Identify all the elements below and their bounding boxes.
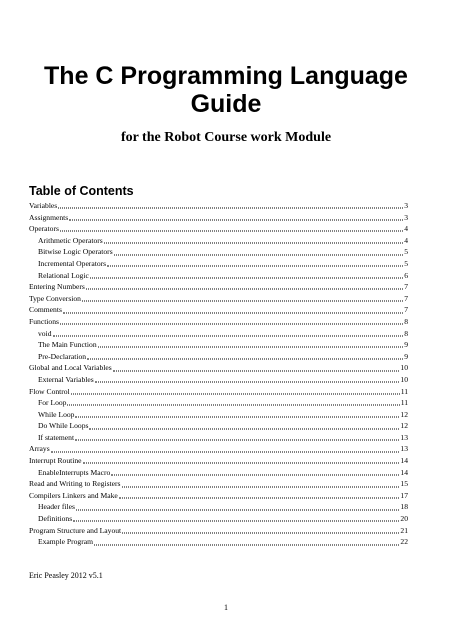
document-title [0, 62, 452, 118]
toc-leader-dots [63, 312, 403, 313]
toc-entry[interactable] [29, 235, 408, 247]
toc-entry[interactable] [29, 362, 408, 374]
toc-entry-title: While Loop [38, 409, 75, 419]
toc-leader-dots [83, 463, 400, 464]
toc-entry-page: 10 [400, 374, 408, 384]
toc-leader-dots [58, 208, 403, 209]
toc-leader-dots [111, 474, 399, 475]
toc-entry[interactable] [29, 467, 408, 479]
toc-entry[interactable] [29, 536, 408, 548]
toc-leader-dots [104, 243, 403, 244]
toc-entry-page: 7 [404, 305, 408, 315]
toc-entry-page: 3 [404, 212, 408, 222]
toc-entry-page: 18 [400, 502, 408, 512]
toc-entry-title: Comments [29, 305, 62, 315]
toc-entry-title: Functions [29, 316, 59, 326]
toc-entry-title: Assignments [29, 212, 69, 222]
toc-entry-page: 5 [404, 247, 408, 257]
toc-entry-page: 8 [404, 316, 408, 326]
toc-entry[interactable] [29, 270, 408, 282]
toc-entry[interactable] [29, 351, 408, 363]
toc-entry-page: 8 [404, 328, 408, 338]
toc-entry-title: Example Program [38, 537, 94, 547]
toc-entry-page: 4 [404, 235, 408, 245]
toc-entry-page: 10 [400, 363, 408, 373]
toc-leader-dots [75, 440, 399, 441]
toc-entry[interactable] [29, 339, 408, 351]
toc-entry-page: 17 [400, 490, 408, 500]
toc-entry[interactable] [29, 281, 408, 293]
toc-entry-title: Header files [38, 502, 75, 512]
toc-entry-title: Do While Loops [38, 421, 89, 431]
toc-leader-dots [60, 231, 403, 232]
document-subtitle: for the Robot Course work Module [120, 130, 332, 145]
toc-entry[interactable] [29, 200, 408, 212]
toc-entry[interactable] [29, 212, 408, 224]
title-line-2: Guide [190, 90, 262, 118]
toc-entry[interactable] [29, 386, 408, 398]
toc-entry-page: 7 [404, 293, 408, 303]
toc-entry-title: Pre-Declaration [38, 351, 87, 361]
toc-entry-page: 5 [404, 258, 408, 268]
toc-entry-title: Variables [29, 201, 58, 210]
toc-entry[interactable] [29, 397, 408, 409]
footer-author-version: Eric Peasley 2012 v5.1 [29, 571, 103, 580]
toc-entry[interactable] [29, 374, 408, 386]
toc-entry-page: 3 [404, 201, 408, 210]
toc-entry-title: Global and Local Variables [29, 363, 112, 373]
toc-leader-dots [94, 544, 399, 545]
toc-entry-page: 6 [404, 270, 408, 280]
toc-entry[interactable] [29, 223, 408, 235]
toc-entry-page: 13 [400, 432, 408, 442]
toc-leader-dots [60, 324, 403, 325]
toc-leader-dots [122, 532, 399, 533]
toc-leader-dots [82, 301, 403, 302]
toc-leader-dots [122, 486, 400, 487]
toc-entry-page: 21 [400, 525, 408, 535]
toc-entry-title: Program Structure and Layout [29, 525, 122, 535]
toc-entry-title: Relational Logic [38, 270, 89, 280]
toc-entry-page: 14 [400, 467, 408, 477]
title-line-1: The C Programming Language [44, 62, 408, 90]
toc-entry-page: 11 [400, 386, 408, 396]
toc-entry-title: Compilers Linkers and Make [29, 490, 118, 500]
toc-leader-dots [90, 277, 403, 278]
toc-entry[interactable] [29, 409, 408, 421]
toc-entry-page: 20 [400, 514, 408, 524]
toc-entry[interactable] [29, 501, 408, 513]
toc-entry[interactable] [29, 513, 408, 525]
toc-entry-title: EnableInterrupts Macro [38, 467, 111, 477]
toc-entry-page: 4 [404, 224, 408, 234]
toc-leader-dots [86, 289, 403, 290]
toc-entry-page: 14 [400, 456, 408, 466]
toc-entry[interactable] [29, 293, 408, 305]
page-number: 1 [224, 603, 228, 612]
toc-leader-dots [51, 451, 400, 452]
toc-entry-title: Entering Numbers [29, 282, 85, 292]
toc-entry-page: 7 [404, 282, 408, 292]
toc-entry-title: void [38, 328, 52, 338]
toc-entry-page: 9 [404, 351, 408, 361]
toc-entry-title: Arrays [29, 444, 50, 454]
toc-leader-dots [107, 266, 403, 267]
toc-entry[interactable] [29, 443, 408, 455]
toc-leader-dots [76, 509, 400, 510]
toc-entry-page: 12 [400, 409, 408, 419]
toc-entry-title: External Variables [38, 374, 94, 384]
toc-leader-dots [98, 347, 404, 348]
toc-entry[interactable] [29, 420, 408, 432]
toc-heading: Table of Contents [29, 184, 134, 198]
toc-leader-dots [75, 416, 399, 417]
toc-leader-dots [95, 382, 400, 383]
toc-entry-title: Arithmetic Operators [38, 235, 103, 245]
toc-entry-page: 22 [400, 537, 408, 547]
toc-entry-title: The Main Function [38, 340, 97, 350]
toc-leader-dots [67, 405, 399, 406]
toc-entry[interactable] [29, 304, 408, 316]
toc-entry-title: Read and Writing to Registers [29, 479, 121, 489]
toc-entry[interactable] [29, 455, 408, 467]
toc-entry-title: Operators [29, 224, 59, 234]
toc-leader-dots [69, 219, 403, 220]
toc-leader-dots [73, 521, 399, 522]
toc-leader-dots [87, 359, 403, 360]
toc-entry-title: Definitions [38, 514, 73, 524]
toc-entry[interactable] [29, 246, 408, 258]
toc-entry-title: Type Conversion [29, 293, 81, 303]
toc-entry-title: For Loop [38, 398, 67, 408]
toc-leader-dots [113, 370, 400, 371]
toc-entry-title: Bitwise Logic Operators [38, 247, 113, 257]
toc-entry-title: Incremental Operators [38, 258, 107, 268]
toc-entry[interactable] [29, 490, 408, 502]
table-of-contents [29, 200, 408, 548]
toc-leader-dots [53, 335, 404, 336]
toc-entry[interactable] [29, 328, 408, 340]
toc-entry-page: 15 [400, 479, 408, 489]
toc-leader-dots [114, 254, 404, 255]
toc-entry-page: 12 [400, 421, 408, 431]
toc-entry[interactable] [29, 316, 408, 328]
toc-entry-page: 13 [400, 444, 408, 454]
toc-entry-title: If statement [38, 432, 75, 442]
toc-entry[interactable] [29, 478, 408, 490]
toc-entry[interactable] [29, 432, 408, 444]
toc-entry[interactable] [29, 258, 408, 270]
toc-entry[interactable] [29, 525, 408, 537]
toc-entry-page: 11 [400, 398, 408, 408]
toc-leader-dots [71, 393, 400, 394]
toc-leader-dots [119, 498, 400, 499]
toc-leader-dots [89, 428, 399, 429]
toc-entry-title: Flow Control [29, 386, 70, 396]
toc-entry-title: Interrupt Routine [29, 456, 82, 466]
toc-entry-page: 9 [404, 340, 408, 350]
